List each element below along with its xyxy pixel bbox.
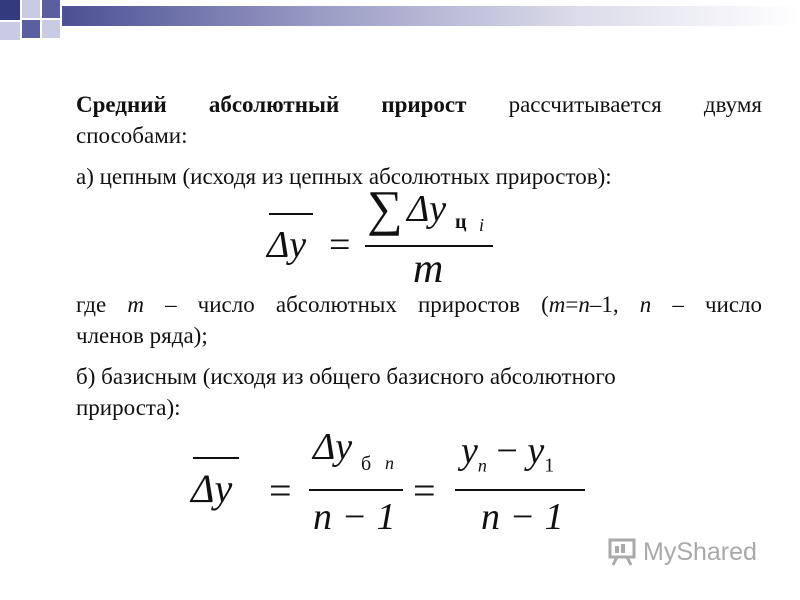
formula2-num2-y1: y bbox=[461, 430, 478, 472]
formula2-num2-sub-n: n bbox=[477, 455, 487, 476]
where-text-5: – число bbox=[651, 292, 763, 317]
formula1-overline bbox=[269, 213, 313, 215]
header-decoration bbox=[0, 0, 800, 50]
formula2-num2-sub-1: 1 bbox=[544, 454, 555, 477]
formula2-lhs-text: Δy bbox=[191, 466, 233, 511]
decor-gradient-bar bbox=[62, 6, 800, 26]
formula2-equals-1: = bbox=[269, 468, 292, 513]
where-var-n2: n bbox=[639, 292, 652, 317]
formula2-equals-2: = bbox=[413, 468, 436, 513]
formula2-num2 bbox=[461, 429, 554, 478]
formula2-num1-var bbox=[313, 425, 352, 469]
intro-line-1 bbox=[76, 90, 762, 120]
formula2-overline bbox=[193, 457, 239, 459]
logo-text: MyShared bbox=[643, 537, 757, 566]
formula2-fraction-bar-2 bbox=[455, 489, 585, 491]
formula2-num1-sub-b: б bbox=[361, 453, 372, 475]
where-text-1: где bbox=[76, 292, 128, 317]
formula1-lhs-text: Δy bbox=[267, 224, 307, 266]
formula1-lhs bbox=[267, 223, 306, 267]
intro-rest: рассчитывается двумя bbox=[466, 92, 762, 117]
decor-square-1 bbox=[0, 0, 20, 20]
where-var-m1: m bbox=[127, 292, 144, 317]
where-line-1 bbox=[76, 290, 762, 320]
item-b-line-1: б) базисным (исходя из общего базисного абсолютного bbox=[76, 364, 616, 389]
where-var-m2: m bbox=[548, 292, 566, 317]
formula1-denominator: m bbox=[413, 246, 444, 292]
presentation-board-icon bbox=[607, 537, 637, 567]
formula1-num-var bbox=[407, 187, 446, 231]
formula2-num2-y2: y bbox=[527, 430, 545, 472]
myshared-logo bbox=[607, 536, 757, 568]
formula-base bbox=[185, 425, 605, 545]
intro-line-2: способами: bbox=[76, 123, 188, 148]
item-a-text: а) цепным (исходя из цепных абсолютных приростов): bbox=[76, 164, 612, 189]
formula1-num-var-text: Δy bbox=[407, 188, 447, 230]
formula1-sum-sign: ∑ bbox=[367, 180, 403, 236]
formula2-num1-var-text: Δy bbox=[313, 426, 353, 468]
item-b-line-2: прироста): bbox=[76, 395, 181, 420]
formula2-num1-sub-n: n bbox=[385, 453, 394, 473]
decor-square-3 bbox=[42, 0, 60, 18]
formula-chain bbox=[265, 180, 505, 295]
decor-square-5 bbox=[0, 22, 20, 40]
formula1-sub-i: i bbox=[479, 215, 485, 235]
intro-bold-term: Средний абсолютный прирост bbox=[76, 92, 467, 117]
formula1-equals: = bbox=[329, 224, 351, 266]
where-line-2: членов ряда); bbox=[76, 323, 208, 348]
decor-square-4 bbox=[22, 20, 40, 38]
formula2-denominator-1: n − 1 bbox=[313, 496, 396, 538]
where-var-n1: n bbox=[578, 292, 590, 317]
decor-square-2 bbox=[22, 0, 40, 18]
formula1-sub-c: ц bbox=[455, 211, 467, 233]
formula2-fraction-bar-1 bbox=[309, 489, 403, 491]
formula2-num2-minus: − bbox=[496, 430, 518, 472]
decor-square-6 bbox=[42, 20, 60, 38]
where-text-2: – число абсолютных приростов ( bbox=[143, 292, 549, 317]
formula2-denominator-2: n − 1 bbox=[481, 496, 564, 538]
formula2-lhs bbox=[191, 465, 232, 512]
where-text-4: –1, bbox=[589, 292, 640, 317]
where-text-3: = bbox=[565, 292, 579, 317]
